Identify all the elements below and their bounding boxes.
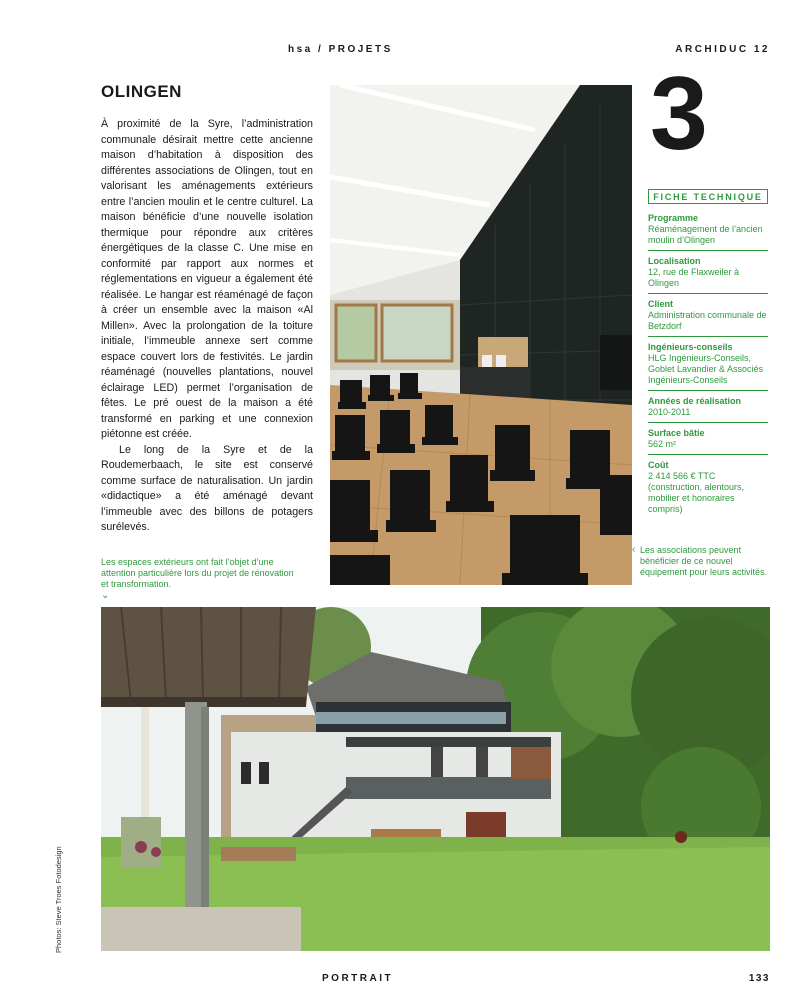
fiche-item-annees (648, 396, 768, 423)
fiche-item-localisation (648, 256, 768, 294)
fiche-value: HLG Ingénieurs-Conseils, Goblet Lavandier & Associés Ingénieurs-Conseils (648, 353, 764, 385)
caption-interior (632, 544, 780, 578)
caption-exterior (101, 557, 301, 590)
fiche-item-surface (648, 428, 768, 455)
caption-exterior-text: Les espaces extérieurs ont fait l’objet d’une attention particulière lors du projet de rénovation et transformation. (101, 557, 294, 589)
fiche-technique (648, 189, 768, 524)
fiche-item-programme (648, 213, 768, 251)
fiche-value: 2 414 566 € TTC (construction, alentours, mobilier et honoraires compris) (648, 471, 745, 514)
header-section-label: hsa / PROJETS (288, 44, 393, 55)
fiche-label: Localisation (648, 256, 701, 266)
article-body (101, 117, 313, 536)
header-magazine-label: ARCHIDUC 12 (675, 44, 770, 55)
fiche-value: Réaménagement de l’ancien moulin d’Olingen (648, 224, 763, 245)
photo-credit: Photos: Steve Troes Fotodesign (54, 846, 63, 953)
fiche-value: Administration communale de Betzdorf (648, 310, 767, 331)
fiche-label: Ingénieurs-conseils (648, 342, 733, 352)
interior-photo (330, 85, 632, 585)
fiche-item-client (648, 299, 768, 337)
fiche-title: FICHE TECHNIQUE (648, 189, 768, 204)
fiche-value: 2010-2011 (648, 407, 691, 417)
fiche-value: 12, rue de Flaxweiler à Olingen (648, 267, 740, 288)
footer-section-label: PORTRAIT (322, 973, 394, 984)
fiche-label: Client (648, 299, 674, 309)
fiche-label: Années de réalisation (648, 396, 742, 406)
article-paragraph: À proximité de la Syre, l’administration communale désirait mettre cette ancienne maison d’habitation à disposition des différentes associations de Olingen, tout en valorisant les aménagements extérieurs entre l’ancien moulin et le centre culturel. La maison bénéficie d’une nouvelle isolation thermique pour répondre aux critères énergétiques de la classe C. Une mise en conformité par rapport aux normes et réglementations en vigueur a également été réalisée. Le hangar est réaménagé de façon à créer un ensemble avec la maison «Al Millen». Avec la prolongation de la toiture initiale, l’immeuble annexe sert comme espace couvert lors de festivités. Le jardin réaménagé (nouvelles plantations, nouvel éclairage LED) permet l’organisation de fêtes. Le pré ouest de la maison a été transformé en parking et une connexion piétonne est créée. (101, 118, 313, 440)
chevron-left-icon: ‹ (632, 544, 636, 555)
fiche-item-cout (648, 460, 768, 519)
fiche-value: 562 m² (648, 439, 677, 449)
exterior-photo-illustration (101, 607, 770, 951)
page-number: 133 (748, 973, 770, 984)
interior-photo-illustration (330, 85, 632, 585)
article-title: OLINGEN (101, 82, 182, 101)
caption-interior-text: Les associations peuvent bénéficier de ce nouvel équipement pour leurs activités. (640, 545, 768, 577)
fiche-item-ingenieurs (648, 342, 768, 391)
fiche-label: Coût (648, 460, 669, 470)
article-paragraph: Le long de la Syre et de la Roudemerbaach, le site est conservé comme surface de naturalisation. Un jardin «didactique» a été aménagé devant l’immeuble avec des billons de potagers surélevés. (101, 443, 313, 533)
fiche-label: Programme (648, 213, 699, 223)
project-number: 3 (650, 56, 708, 172)
fiche-label: Surface bâtie (648, 428, 705, 438)
chevron-down-icon: ⌄ (101, 590, 110, 601)
exterior-photo (101, 607, 770, 951)
